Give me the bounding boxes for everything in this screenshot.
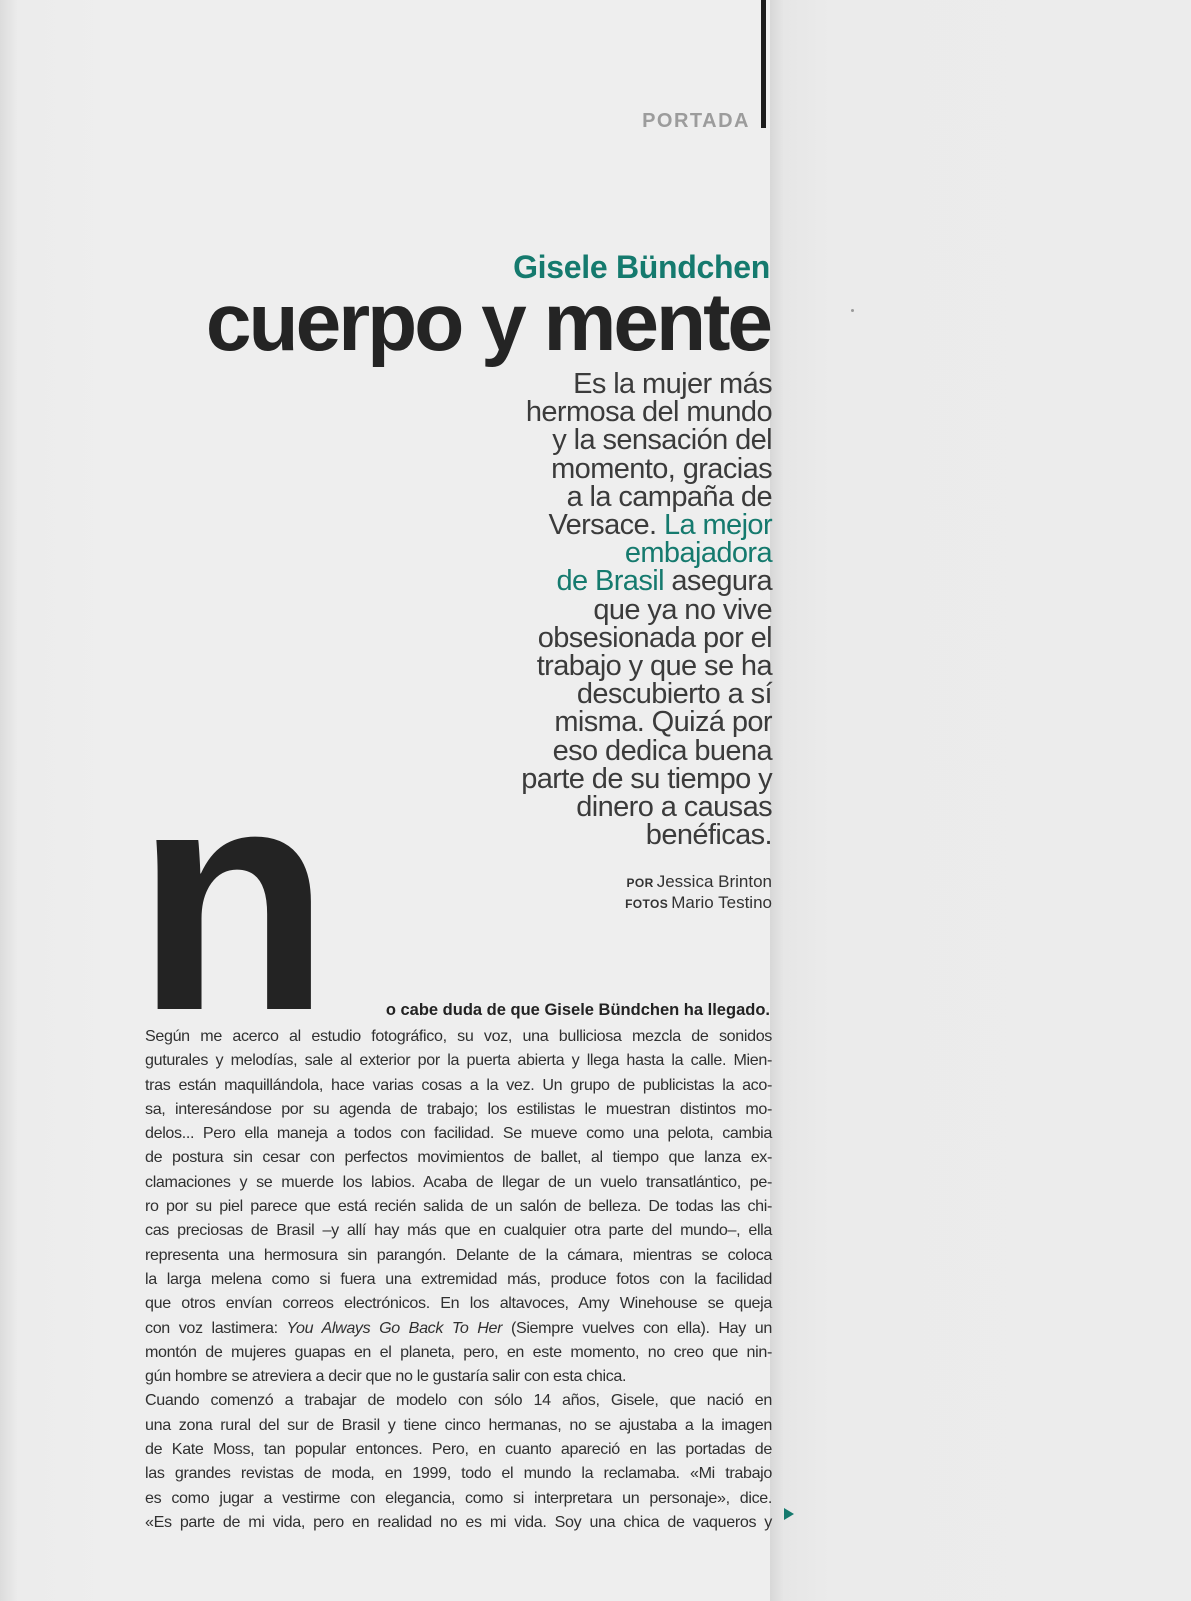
intro-line: a la campaña de xyxy=(566,480,772,513)
intro-asegura: asegura xyxy=(671,565,772,598)
intro-line: que ya no vive xyxy=(593,593,772,626)
body-line: cas preciosas de Brasil –y allí hay más que en cualquier otra parte del mundo–, ella xyxy=(145,1221,772,1240)
body-line: sa, interesándose por su agenda de trabajo; los estilistas le muestran distintos mo- xyxy=(145,1099,772,1118)
photos-label: FOTOS xyxy=(625,897,669,911)
body-line: una zona rural del sur de Brasil y tiene cinco hermanas, no se ajustaba a la imagen xyxy=(145,1415,772,1434)
headline: cuerpo y mente xyxy=(205,277,770,368)
song-suffix: (Siempre vuelves con ella). Hay un xyxy=(510,1318,772,1337)
body-line: las grandes revistas de moda, en 1999, todo el mundo la reclamaba. «Mi trabajo xyxy=(145,1464,772,1483)
intro-line: benéficas. xyxy=(645,819,772,852)
intro-line: trabajo y que se ha xyxy=(536,650,772,683)
body-line: es como jugar a vestirme con elegancia, como si interpretara un personaje», dice. xyxy=(145,1488,772,1507)
intro-line: parte de su tiempo y xyxy=(521,762,772,795)
triangle-right-icon xyxy=(784,1508,794,1520)
section-bar xyxy=(761,0,766,128)
body-line: «Es parte de mi vida, pero en realidad no es mi vida. Soy una chica de vaqueros y xyxy=(145,1512,772,1531)
by-label: POR xyxy=(626,876,654,890)
body-line: representa una hermosura sin parangón. Delante de la cámara, mientras se coloca xyxy=(145,1245,772,1264)
intro-line xyxy=(500,509,772,542)
song-title: You Always Go Back To Her xyxy=(286,1318,503,1337)
lead-sentence: o cabe duda de que Gisele Bündchen ha llegado. xyxy=(385,1001,770,1019)
photographer-name: Mario Testino xyxy=(671,893,772,912)
body-line: Cuando comenzó a trabajar de modelo con sólo 14 años, Gisele, que nació en xyxy=(145,1391,772,1410)
intro-line: eso dedica buena xyxy=(552,734,772,767)
body-line: tras están maquillándola, hace varias cosas a la vez. Un grupo de publicistas la aco- xyxy=(145,1075,772,1094)
intro-versace: Versace. xyxy=(548,509,657,542)
body-line: Según me acerco al estudio fotográfico, su voz, una bulliciosa mezcla de sonidos xyxy=(145,1027,772,1045)
body-line: delos... Pero ella maneja a todos con facilidad. Se mueve como una pelota, cambia xyxy=(145,1124,772,1143)
subject-name: Gisele Bündchen xyxy=(513,249,770,285)
body-line: clamaciones y se muerde los labios. Acaba de llegar de un vuelo transatlántico, pe- xyxy=(145,1172,772,1191)
body-line: de postura sin cesar con perfectos movimientos de ballet, al tiempo que lanza ex- xyxy=(145,1148,772,1167)
body-line: la larga melena como si fuera una extremidad más, produce fotos con la facilidad xyxy=(145,1269,772,1288)
intro-line: dinero a causas xyxy=(576,791,772,824)
intro-line: momento, gracias xyxy=(551,452,772,485)
intro-highlight: de Brasil xyxy=(556,565,664,598)
photo-credit xyxy=(560,893,772,914)
body-line: que otros envían correos electrónicos. En los altavoces, Amy Winehouse se queja xyxy=(145,1294,772,1313)
intro-line: misma. Quizá por xyxy=(554,706,772,739)
intro-highlight: La mejor xyxy=(663,509,772,542)
intro-line: obsesionada por el xyxy=(537,621,772,654)
body-line: gún hombre se atreviera a decir que no le gustaría salir con esta chica. xyxy=(145,1367,627,1386)
intro-line xyxy=(500,565,772,598)
intro-line: y la sensación del xyxy=(552,424,772,457)
intro-line: descubierto a sí xyxy=(576,678,772,711)
body-line: guturales y melodías, sale al exterior por la puerta abierta y llega hasta la calle. Mien- xyxy=(145,1051,772,1070)
article-body xyxy=(145,1024,772,1534)
section-label: PORTADA xyxy=(642,110,750,132)
drop-cap: n xyxy=(135,719,323,1077)
credits xyxy=(560,872,772,914)
song-prefix: con voz lastimera: xyxy=(145,1318,278,1337)
intro-highlight: embajadora xyxy=(624,537,772,570)
right-page-blank xyxy=(770,0,1191,1601)
body-line: de Kate Moss, tan popular entonces. Pero, en cuanto apareció en las portadas de xyxy=(145,1440,772,1459)
body-line: montón de mujeres guapas en el planeta, pero, en este momento, no creo que nin- xyxy=(145,1342,772,1361)
intro-line: hermosa del mundo xyxy=(525,396,772,429)
body-line xyxy=(145,1316,772,1340)
author-name: Jessica Brinton xyxy=(656,872,772,891)
paper-speck xyxy=(851,309,854,312)
intro-paragraph xyxy=(500,368,772,852)
intro-line: Es la mujer más xyxy=(573,368,772,400)
byline xyxy=(560,872,772,893)
body-line: ro por su piel parece que está recién salida de un salón de belleza. De todas las chi- xyxy=(145,1197,772,1216)
